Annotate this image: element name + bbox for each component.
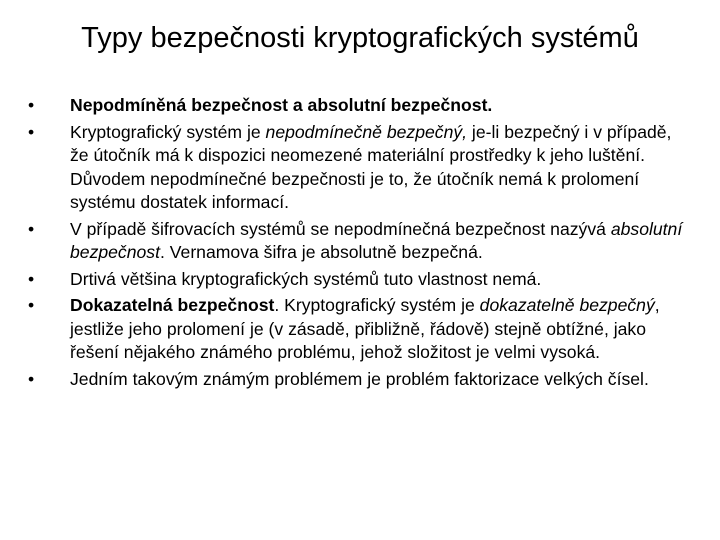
slide-title: Typy bezpečnosti kryptografických systémů — [81, 22, 639, 54]
bullet-dot: • — [28, 95, 35, 115]
bullet-text: je-li bezpečný i v případě, že útočník má k dispozici neomezené materiální prostředky k jeho luštění. Důvodem nepodmínečné bezpečnosti je to, že útočník nemá k prolomení systému dostatek informací. — [70, 121, 672, 212]
bullet-item — [28, 268, 688, 292]
bullet-text: Drtivá většina kryptografických systémů tuto vlastnost nemá. — [70, 268, 542, 289]
bullet-text-bold: Dokazatelná bezpečnost — [70, 295, 275, 315]
bullet-item — [28, 218, 688, 265]
bullet-dot: • — [28, 121, 35, 142]
bullet-text: Kryptografický systém je — [70, 121, 266, 142]
bullet-text: , jestliže jeho prolomení je (v zásadě, přibližně, řádově) stejně obtížné, jako řešení nějakého známého problému, jehož složitost je velmi vysoká. — [70, 295, 660, 362]
bullet-text: V případě šifrovacích systémů se nepodmínečná bezpečnost nazývá — [70, 218, 611, 239]
bullet-text-italic: nepodmínečně bezpečný, — [265, 121, 468, 142]
bullet-dot: • — [28, 218, 35, 239]
bullet-text-italic: dokazatelně bezpečný — [479, 295, 655, 315]
bullet-item — [28, 121, 688, 215]
bullet-text: Jedním takovým známým problémem je problém faktorizace velkých čísel. — [70, 368, 649, 389]
bullet-text: . Vernamova šifra je absolutně bezpečná. — [160, 242, 483, 262]
bullet-text-italic: absolutní bezpečnost — [70, 218, 683, 262]
bullet-dot: • — [28, 368, 35, 389]
bullet-list — [28, 94, 688, 394]
bullet-item — [28, 368, 688, 392]
bullet-text: . Kryptografický systém je — [274, 295, 480, 315]
bullet-item — [28, 294, 688, 365]
bullet-dot: • — [28, 295, 35, 315]
bullet-text-bold: Nepodmíněná bezpečnost a absolutní bezpečnost. — [70, 95, 493, 115]
bullet-item — [28, 94, 688, 118]
bullet-dot: • — [28, 268, 35, 289]
